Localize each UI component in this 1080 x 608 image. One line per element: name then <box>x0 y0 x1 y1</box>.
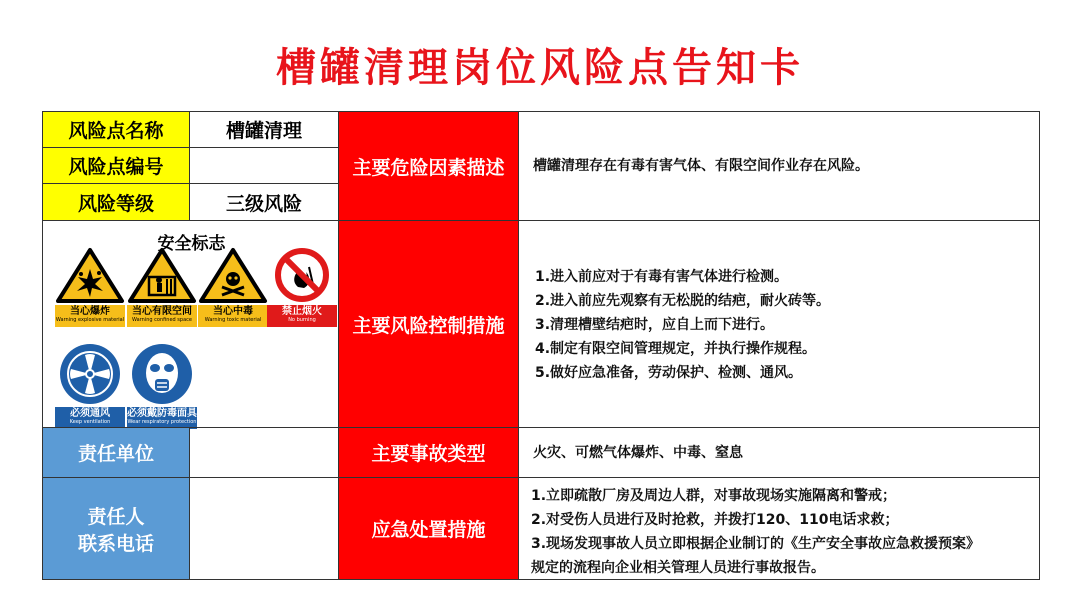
contact-value-cell <box>189 477 339 580</box>
sign-no-burning <box>267 247 339 327</box>
risk-level-label-cell <box>42 183 190 221</box>
accident-header: 主要事故类型 <box>371 443 486 465</box>
emergency-measures-list <box>531 484 980 580</box>
confined-space-warning-icon <box>127 247 197 303</box>
hazard-header-cell <box>338 111 519 221</box>
control-measures-list <box>535 265 830 385</box>
toxic-warning-icon <box>198 247 268 303</box>
sign-caption: 必须通风 Keep ventilation <box>55 407 125 429</box>
list-item: 2.对受伤人员进行及时抢救，并拨打120、110电话求救； <box>531 512 899 528</box>
ventilation-mandatory-icon <box>55 343 125 405</box>
explosion-warning-icon <box>55 247 125 303</box>
hazard-text: 槽罐清理存在有毒有害气体、有限空间作业存在风险。 <box>533 158 869 174</box>
emergency-header: 应急处置措施 <box>371 519 486 541</box>
accident-text: 火灾、可燃气体爆炸、中毒、窒息 <box>533 444 743 461</box>
risk-code-label: 风险点编号 <box>68 156 164 178</box>
control-header: 主要风险控制措施 <box>352 314 505 337</box>
emergency-header-cell <box>338 477 519 580</box>
risk-level-label: 风险等级 <box>77 192 154 215</box>
accident-text-cell <box>518 427 1040 478</box>
control-measures-cell <box>518 220 1040 428</box>
risk-level-value-cell <box>189 183 339 221</box>
risk-code-label-cell <box>42 147 190 184</box>
list-item: 2.进入前应先观察有无松脱的结疤，耐火砖等。 <box>535 293 831 309</box>
list-item: 规定的流程向企业相关管理人员进行事故报告。 <box>531 560 825 576</box>
risk-name-label: 风险点名称 <box>68 120 164 142</box>
no-burning-icon <box>267 247 337 303</box>
safety-signs-cell <box>42 220 339 428</box>
safety-signs-title: 安全标志 <box>157 234 226 254</box>
hazard-text-cell <box>518 111 1040 221</box>
emergency-measures-cell <box>518 477 1040 580</box>
risk-level-value: 三级风险 <box>225 192 302 215</box>
sign-caption: 必须戴防毒面具 Wear respiratory protection <box>127 407 197 429</box>
list-item: 1.进入前应对于有毒有害气体进行检测。 <box>535 269 789 285</box>
responsible-unit-value-cell <box>189 427 339 478</box>
sign-caption: 当心有限空间 Warning confined space <box>127 305 197 327</box>
risk-name-label-cell <box>42 111 190 148</box>
contact-label-line1: 责任人 <box>87 505 145 528</box>
risk-name-value: 槽罐清理 <box>225 120 302 142</box>
contact-label-line2: 联系电话 <box>77 532 154 555</box>
hazard-header: 主要危险因素描述 <box>352 156 505 179</box>
sign-toxic <box>198 247 270 327</box>
sign-confined-space <box>127 247 199 327</box>
list-item: 4.制定有限空间管理规定，并执行操作规程。 <box>535 341 817 357</box>
accident-header-cell <box>338 427 519 478</box>
risk-name-value-cell <box>189 111 339 148</box>
risk-code-value-cell <box>189 147 339 184</box>
list-item: 5.做好应急准备，劳动保护、检测、通风。 <box>535 365 803 381</box>
sign-caption: 当心中毒 Warning toxic material <box>198 305 268 327</box>
list-item: 3.清理槽壁结疤时，应自上而下进行。 <box>535 317 775 333</box>
sign-gas-mask <box>127 343 199 429</box>
list-item: 3.现场发现事故人员立即根据企业制订的《生产安全事故应急救援预案》 <box>531 536 981 552</box>
responsible-unit-label: 责任单位 <box>77 443 154 465</box>
sign-ventilation <box>55 343 127 429</box>
contact-label-cell <box>42 477 190 580</box>
sign-explosion <box>55 247 127 327</box>
gas-mask-mandatory-icon <box>127 343 197 405</box>
list-item: 1.立即疏散厂房及周边人群，对事故现场实施隔离和警戒； <box>531 488 897 504</box>
control-header-cell <box>338 220 519 428</box>
page-title: 槽罐清理岗位风险点告知卡 <box>276 45 804 91</box>
sign-caption: 当心爆炸 Warning explosive material <box>55 305 125 327</box>
responsible-unit-label-cell <box>42 427 190 478</box>
sign-caption: 禁止烟火 No burning <box>267 305 337 327</box>
